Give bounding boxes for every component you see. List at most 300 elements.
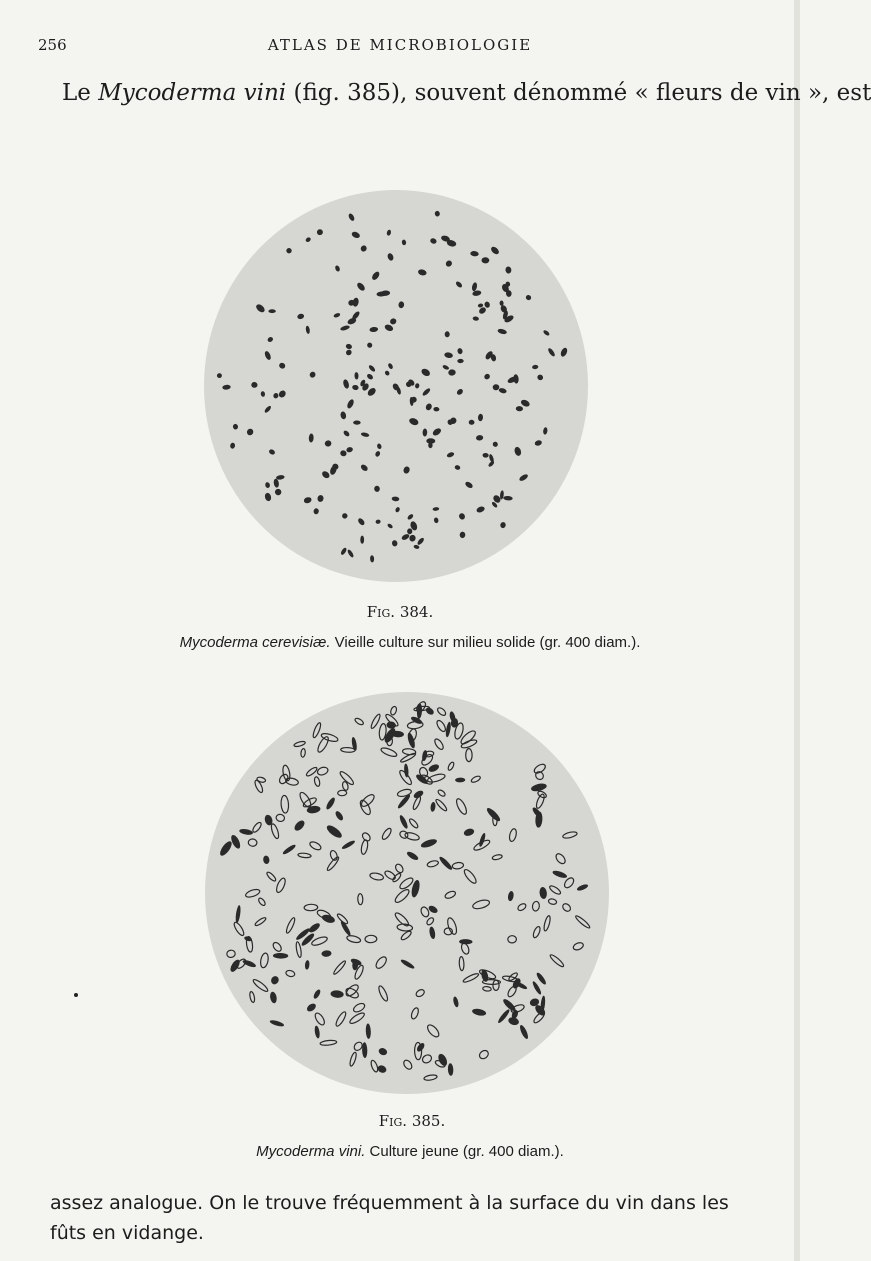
yeast-cell — [574, 915, 590, 930]
yeast-cell — [448, 1063, 454, 1076]
yeast-cell — [466, 749, 472, 762]
yeast-cell — [357, 517, 366, 526]
yeast-cell — [520, 398, 531, 407]
intro-post: (fig. 385), souvent dénommé « fleurs de vin », est — [286, 80, 871, 106]
yeast-cell — [554, 852, 567, 865]
yeast-cell — [361, 432, 370, 438]
yeast-cell — [333, 312, 341, 318]
yeast-cell — [317, 495, 324, 503]
yeast-cell — [259, 952, 269, 968]
yeast-cell — [275, 877, 287, 894]
yeast-cell — [476, 435, 484, 441]
yeast-cell — [381, 827, 393, 841]
yeast-cell — [482, 979, 500, 984]
yeast-cell — [416, 537, 425, 546]
yeast-cell — [478, 414, 484, 422]
yeast-cell — [340, 325, 351, 332]
yeast-cell — [499, 300, 503, 306]
yeast-cell — [365, 935, 377, 943]
yeast-cell — [249, 991, 255, 1003]
yeast-cell — [354, 717, 364, 726]
yeast-cell — [305, 1002, 317, 1013]
yeast-cell — [353, 420, 361, 424]
yeast-cell — [391, 540, 398, 547]
yeast-cell — [562, 831, 577, 840]
yeast-cell — [482, 986, 491, 991]
yeast-cell — [438, 855, 454, 871]
yeast-cell — [384, 323, 394, 332]
yeast-cell — [251, 382, 258, 388]
yeast-cell — [410, 1007, 420, 1020]
yeast-cell — [340, 411, 347, 420]
outro-line-2: fûts en vidange. — [50, 1222, 204, 1244]
yeast-cell — [242, 959, 257, 969]
yeast-cell — [539, 887, 548, 900]
yeast-cell — [348, 213, 356, 222]
yeast-cell — [435, 798, 448, 812]
yeast-cell — [366, 342, 373, 349]
yeast-cell — [387, 523, 394, 529]
outro-paragraph — [50, 1188, 780, 1248]
yeast-cell — [378, 1047, 389, 1057]
yeast-cell — [309, 433, 314, 442]
yeast-cell — [420, 753, 434, 767]
yeast-cell — [263, 855, 270, 864]
yeast-cell — [561, 902, 572, 913]
yeast-cell — [274, 488, 283, 497]
yeast-cell — [273, 392, 279, 399]
yeast-cell — [368, 364, 376, 373]
yeast-cell — [444, 352, 453, 359]
yeast-cell — [393, 911, 410, 928]
yeast-cell — [304, 904, 318, 911]
yeast-cell — [531, 980, 542, 995]
yeast-cell — [429, 926, 437, 939]
yeast-cell — [462, 868, 478, 885]
yeast-cell — [413, 544, 420, 549]
yeast-cell — [469, 420, 475, 425]
yeast-cell — [309, 371, 317, 379]
yeast-cell — [312, 722, 322, 739]
yeast-cell — [222, 384, 231, 390]
yeast-cell — [374, 450, 380, 457]
yeast-cell — [273, 478, 279, 488]
yeast-cell — [421, 387, 431, 397]
yeast-cell — [534, 770, 545, 781]
yeast-cell — [380, 746, 398, 758]
yeast-cell — [349, 1052, 358, 1067]
yeast-cell — [503, 496, 513, 501]
figure-385-description: Culture jeune (gr. 400 diam.). — [365, 1143, 564, 1160]
yeast-cell — [525, 294, 532, 301]
yeast-cell — [218, 840, 234, 858]
yeast-cell — [264, 405, 272, 414]
yeast-cell — [300, 748, 305, 757]
yeast-cell — [233, 921, 246, 937]
yeast-cell — [248, 839, 257, 847]
yeast-cell — [400, 958, 416, 970]
yeast-cell — [543, 915, 551, 931]
yeast-cell — [345, 349, 353, 357]
yeast-cell — [408, 417, 419, 427]
yeast-cell — [254, 779, 265, 793]
yeast-cell — [305, 236, 312, 243]
yeast-cell — [326, 856, 340, 872]
yeast-cell — [454, 464, 461, 470]
yeast-cell — [485, 806, 502, 823]
yeast-cell — [268, 309, 275, 313]
figure-385-species: Mycoderma vini. — [256, 1143, 366, 1160]
yeast-cell — [256, 776, 266, 783]
yeast-cell — [268, 448, 276, 455]
yeast-cell — [334, 810, 345, 822]
yeast-cell — [298, 853, 312, 859]
figure-384-prefix: Fig. — [366, 603, 396, 621]
yeast-cell — [374, 486, 380, 492]
yeast-cell — [316, 766, 329, 776]
yeast-cell — [344, 983, 360, 998]
yeast-cell — [272, 941, 283, 953]
yeast-cell — [412, 789, 424, 800]
yeast-cell — [559, 347, 568, 358]
yeast-cell — [452, 996, 459, 1008]
yeast-cell — [269, 1019, 284, 1028]
yeast-cell — [445, 331, 450, 337]
yeast-cell — [463, 827, 475, 837]
yeast-cell — [497, 328, 507, 335]
yeast-cell — [472, 316, 479, 321]
yeast-cell — [398, 301, 405, 309]
yeast-cell — [278, 362, 286, 370]
yeast-cell — [348, 1011, 365, 1025]
figure-384-number — [250, 603, 550, 621]
yeast-cell — [269, 991, 277, 1004]
yeast-cell — [398, 814, 409, 829]
yeast-cell — [352, 384, 359, 390]
yeast-cell — [351, 231, 361, 240]
yeast-cell — [437, 789, 446, 797]
yeast-cell — [505, 266, 512, 274]
yeast-cell — [490, 245, 501, 255]
running-title: ATLAS DE MICROBIOLOGIE — [267, 36, 533, 54]
yeast-cell — [343, 430, 351, 438]
yeast-cell — [361, 831, 372, 842]
yeast-cell — [478, 1049, 490, 1061]
yeast-cell — [407, 513, 415, 520]
yeast-cell — [434, 210, 440, 216]
yeast-cell — [276, 814, 286, 822]
yeast-cell — [576, 883, 589, 892]
yeast-cell — [270, 975, 280, 986]
yeast-cell — [477, 303, 483, 308]
yeast-cell — [422, 428, 427, 436]
yeast-cell — [448, 369, 456, 376]
yeast-cell — [232, 423, 238, 430]
yeast-cell — [285, 247, 292, 254]
yeast-cell — [481, 257, 489, 264]
yeast-cell — [444, 890, 456, 900]
yeast-cell — [285, 777, 299, 786]
yeast-cell — [280, 795, 289, 813]
yeast-cell — [226, 950, 235, 958]
figure-385-prefix: Fig. — [378, 1112, 408, 1130]
yeast-cell — [420, 367, 431, 377]
yeast-cell — [345, 343, 352, 350]
yeast-cell — [245, 888, 261, 899]
yeast-cell — [303, 496, 312, 504]
yeast-cell — [455, 280, 463, 288]
yeast-cell — [229, 834, 242, 850]
yeast-cell — [548, 884, 561, 895]
yeast-cell — [239, 828, 254, 836]
yeast-cell — [360, 463, 369, 472]
yeast-cell — [341, 747, 356, 752]
yeast-cell — [324, 440, 331, 447]
yeast-cell — [471, 282, 478, 292]
yeast-cell — [309, 840, 323, 851]
yeast-cell — [352, 297, 359, 307]
yeast-cell — [297, 313, 305, 320]
yeast-cell — [542, 329, 550, 336]
yeast-cell — [332, 960, 346, 976]
yeast-cell — [351, 737, 358, 752]
yeast-cell — [346, 934, 361, 943]
page-edge — [794, 0, 800, 1261]
yeast-cell — [270, 823, 280, 839]
yeast-cell — [354, 372, 358, 380]
yeast-cell — [325, 823, 344, 840]
yeast-cell — [572, 941, 584, 951]
figure-385-caption — [60, 1143, 760, 1160]
yeast-cell — [493, 980, 499, 990]
yeast-cell — [341, 512, 348, 519]
yeast-cell — [360, 839, 368, 854]
yeast-cell — [431, 427, 442, 437]
yeast-cell — [427, 773, 446, 784]
yeast-cell — [273, 953, 288, 959]
yeast-cell — [563, 876, 576, 889]
yeast-cell — [436, 706, 447, 716]
yeast-cell — [387, 362, 394, 369]
yeast-cell — [369, 326, 378, 332]
page-number: 256 — [38, 36, 67, 54]
yeast-cell — [305, 325, 310, 334]
yeast-cell — [455, 778, 465, 783]
yeast-cell — [369, 872, 384, 881]
yeast-cell — [230, 442, 236, 449]
yeast-cell — [535, 793, 546, 809]
yeast-cell — [295, 941, 302, 957]
yeast-cell — [482, 453, 489, 458]
yeast-cell — [352, 1002, 366, 1014]
figure-384-species: Mycoderma cerevisiæ. — [179, 634, 331, 651]
yeast-cell — [534, 439, 542, 446]
yeast-cell — [455, 797, 469, 815]
yeast-cell — [442, 364, 450, 370]
yeast-cell — [472, 898, 491, 910]
yeast-cell — [246, 427, 255, 436]
yeast-cell — [426, 1023, 441, 1039]
yeast-cell — [298, 791, 313, 809]
figure-384-description: Vieille culture sur milieu solide (gr. 400 diam.). — [330, 634, 641, 651]
yeast-cell — [347, 549, 355, 558]
yeast-cell — [377, 985, 389, 1002]
yeast-cell — [508, 935, 517, 943]
yeast-cell — [334, 265, 340, 272]
yeast-cell — [374, 955, 388, 970]
yeast-cell — [346, 398, 355, 409]
yeast-cell — [267, 336, 274, 343]
yeast-cell — [404, 831, 420, 841]
yeast-cell — [360, 244, 368, 252]
yeast-cell — [408, 818, 419, 829]
yeast-cell — [305, 766, 318, 777]
yeast-cell — [415, 383, 420, 389]
yeast-cell — [426, 917, 435, 926]
yeast-cell — [430, 802, 436, 812]
outro-line-1: assez analogue. On le trouve fréquemment à la surface du vin dans les — [50, 1192, 729, 1214]
yeast-cell — [401, 533, 410, 541]
yeast-cell — [445, 259, 454, 268]
yeast-cell — [462, 972, 479, 983]
yeast-cell — [492, 854, 503, 861]
yeast-cell — [392, 496, 400, 501]
yeast-cell — [265, 482, 271, 489]
yeast-cell — [421, 1053, 433, 1064]
yeast-cell — [402, 1059, 413, 1071]
yeast-cell — [493, 384, 500, 390]
yeast-cell — [314, 776, 321, 786]
yeast-cell — [312, 988, 321, 999]
yeast-cell — [508, 828, 517, 842]
micrograph-385-cells — [205, 692, 609, 1094]
yeast-cell — [266, 871, 277, 882]
yeast-cell — [427, 860, 439, 868]
yeast-cell — [420, 838, 438, 850]
yeast-cell — [426, 438, 435, 444]
yeast-cell — [235, 905, 242, 923]
yeast-cell — [507, 1016, 520, 1026]
yeast-cell — [282, 843, 297, 855]
yeast-cell — [264, 350, 272, 361]
yeast-cell — [330, 990, 344, 999]
intro-pre: Le — [62, 80, 99, 106]
yeast-cell — [518, 1024, 529, 1040]
intro-species: Mycoderma vini — [98, 80, 287, 106]
yeast-cell — [532, 364, 539, 369]
yeast-cell — [216, 373, 222, 379]
yeast-cell — [420, 906, 431, 918]
yeast-cell — [406, 850, 420, 861]
yeast-cell — [390, 706, 398, 716]
yeast-cell — [320, 732, 338, 743]
yeast-cell — [393, 888, 410, 905]
yeast-cell — [457, 359, 463, 363]
yeast-cell — [492, 441, 499, 448]
yeast-cell — [417, 268, 427, 276]
yeast-cell — [285, 969, 295, 977]
yeast-cell — [500, 522, 507, 529]
yeast-cell — [548, 898, 557, 905]
yeast-cell — [257, 897, 266, 907]
figure-385-number — [262, 1112, 562, 1130]
yeast-cell — [407, 528, 412, 534]
figure-385-num: 385. — [411, 1112, 446, 1130]
yeast-cell — [334, 1011, 347, 1028]
yeast-cell — [340, 547, 348, 556]
yeast-cell — [471, 1008, 486, 1017]
yeast-cell — [395, 506, 401, 513]
yeast-cell — [532, 926, 541, 939]
yeast-cell — [457, 348, 463, 355]
intro-paragraph — [62, 80, 871, 106]
yeast-cell — [459, 531, 465, 538]
yeast-cell — [507, 891, 514, 902]
yeast-cell — [543, 427, 548, 435]
yeast-cell — [386, 229, 391, 236]
yeast-cell — [321, 913, 336, 924]
yeast-cell — [252, 978, 269, 993]
micrograph-384-cells — [204, 190, 588, 582]
yeast-cell — [255, 303, 266, 314]
yeast-cell — [552, 869, 568, 879]
yeast-cell — [321, 470, 331, 480]
yeast-cell — [384, 370, 390, 377]
yeast-cell — [464, 481, 474, 490]
yeast-cell — [470, 251, 479, 257]
yeast-cell — [342, 379, 350, 389]
yeast-cell — [370, 555, 374, 562]
yeast-cell — [339, 449, 347, 457]
yeast-cell — [358, 894, 363, 905]
yeast-cell — [447, 761, 455, 771]
yeast-cell — [452, 862, 464, 870]
yeast-cell — [346, 446, 354, 453]
yeast-cell — [478, 306, 487, 315]
yeast-cell — [415, 988, 426, 998]
yeast-cell — [458, 512, 466, 520]
yeast-cell — [433, 738, 445, 751]
yeast-cell — [371, 270, 381, 281]
yeast-cell — [370, 713, 382, 729]
yeast-cell — [358, 799, 372, 816]
ink-speck — [74, 993, 78, 997]
yeast-cell — [293, 819, 307, 833]
yeast-cell — [432, 507, 439, 511]
yeast-cell — [360, 536, 364, 544]
yeast-cell — [370, 1059, 379, 1072]
yeast-cell — [532, 901, 540, 911]
yeast-cell — [549, 953, 565, 968]
figure-384-caption — [60, 634, 760, 651]
yeast-cell — [516, 406, 523, 412]
yeast-cell — [264, 492, 272, 502]
yeast-cell — [533, 762, 547, 774]
yeast-cell — [285, 917, 296, 934]
yeast-cell — [401, 239, 406, 245]
yeast-cell — [254, 916, 267, 926]
yeast-cell — [459, 956, 464, 970]
yeast-cell — [518, 473, 529, 482]
yeast-cell — [536, 374, 544, 382]
micrograph-fig-385 — [205, 692, 609, 1094]
yeast-cell — [429, 237, 437, 244]
yeast-cell — [314, 1025, 321, 1039]
yeast-cell — [307, 922, 321, 934]
yeast-cell — [276, 475, 285, 481]
yeast-cell — [424, 1074, 438, 1081]
yeast-cell — [435, 719, 447, 733]
